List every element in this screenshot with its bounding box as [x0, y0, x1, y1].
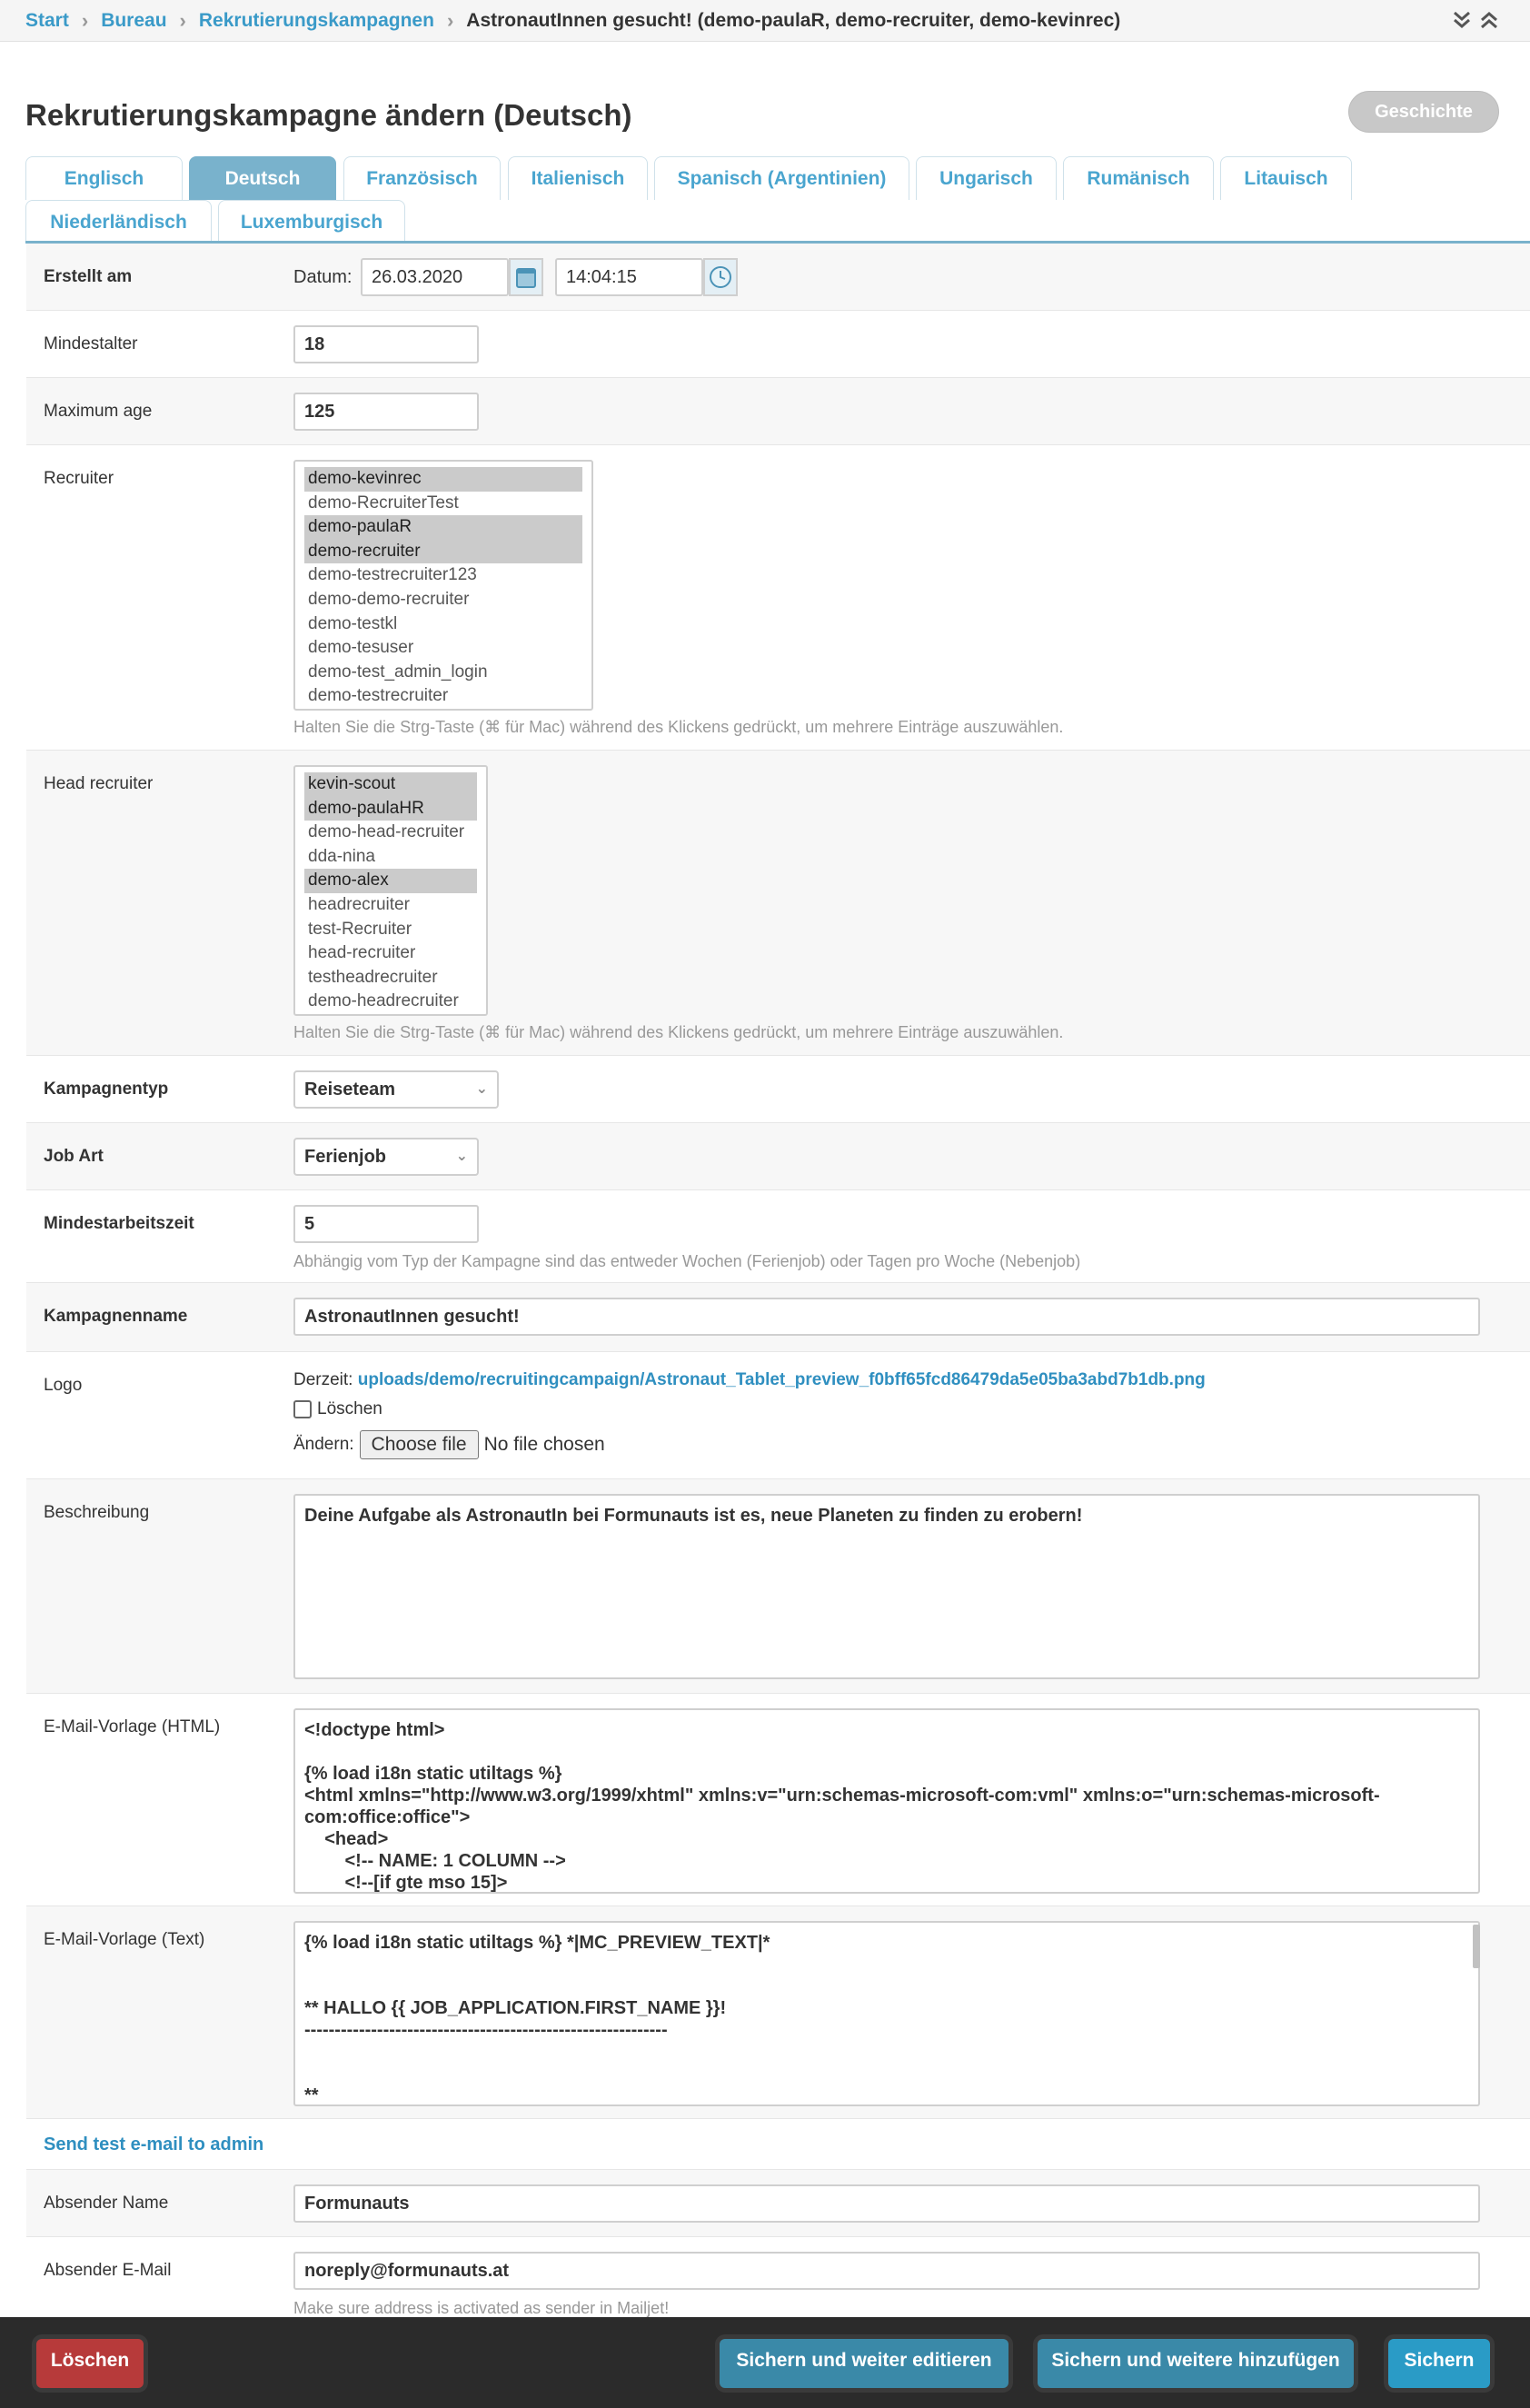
row-send-test	[26, 2119, 1530, 2170]
min-age-label: Mindestalter	[44, 334, 138, 353]
calendar-icon[interactable]	[509, 258, 543, 296]
collapse-all-icon[interactable]	[1479, 7, 1499, 39]
choose-file-button[interactable]: Choose file	[360, 1430, 479, 1459]
time-input[interactable]: 14:04:15	[555, 258, 703, 296]
row-logo	[26, 1352, 1530, 1479]
tab-niederlaendisch[interactable]: Niederländisch	[25, 200, 212, 244]
breadcrumb-separator-icon: ›	[179, 8, 186, 32]
min-work-help: Abhängig vom Typ der Kampagne sind das entweder Wochen (Ferienjob) oder Tagen pro Woche (Nebenjob)	[293, 1252, 1081, 1270]
save-add-another-button[interactable]: Sichern und weitere hinzufügen	[1038, 2339, 1354, 2388]
job-type-select[interactable]	[293, 1138, 479, 1176]
sender-email-label: Absender E-Mail	[44, 2261, 172, 2280]
breadcrumb	[0, 0, 1530, 42]
job-type-value: Ferienjob	[304, 1147, 387, 1167]
send-test-email-link[interactable]: Send test e-mail to admin	[44, 2134, 264, 2154]
logo-clear-checkbox[interactable]	[293, 1400, 312, 1418]
list-item[interactable]: demo-recruiter	[304, 540, 582, 564]
recruiter-multiselect[interactable]	[293, 460, 593, 711]
list-item[interactable]: testheadrecruiter	[308, 967, 438, 987]
list-item[interactable]: demo-test_admin_login	[308, 662, 488, 682]
row-campaign-type	[26, 1056, 1530, 1123]
logo-clear-label: Löschen	[317, 1399, 382, 1418]
list-item[interactable]: demo-paulaR	[304, 515, 582, 540]
sender-email-help: Make sure address is activated as sender in Mailjet!	[293, 2299, 670, 2317]
row-campaign-name	[26, 1283, 1530, 1352]
email-html-label: E-Mail-Vorlage (HTML)	[44, 1717, 221, 1736]
logo-current-file-link[interactable]: uploads/demo/recruitingcampaign/Astronaut_Tablet_preview_f0bff65fcd86479da5e05ba3abd7b1db.png	[357, 1370, 1206, 1389]
list-item[interactable]: demo-RecruiterTest	[308, 493, 459, 512]
list-item[interactable]: headrecruiter	[308, 894, 410, 914]
recruiter-help: Halten Sie die Strg-Taste (⌘ für Mac) während des Klickens gedrückt, um mehrere Einträge auszuwählen.	[293, 718, 1064, 736]
head-recruiter-multiselect[interactable]	[293, 765, 488, 1016]
logo-current-label: Derzeit:	[293, 1370, 353, 1389]
list-item[interactable]: test-Recruiter	[308, 919, 412, 939]
breadcrumb-campaigns[interactable]: Rekrutierungskampagnen	[198, 9, 434, 31]
breadcrumb-start[interactable]: Start	[25, 9, 69, 31]
row-description	[26, 1479, 1530, 1694]
job-type-label: Job Art	[44, 1147, 104, 1166]
min-work-input[interactable]: 5	[293, 1205, 479, 1243]
head-recruiter-help: Halten Sie die Strg-Taste (⌘ für Mac) während des Klickens gedrückt, um mehrere Einträge auszuwählen.	[293, 1023, 1064, 1041]
list-item[interactable]: demo-demo-recruiter	[308, 589, 470, 609]
list-item[interactable]: demo-tesuser	[308, 638, 414, 658]
tab-deutsch[interactable]: Deutsch	[189, 156, 336, 200]
campaign-name-input[interactable]: AstronautInnen gesucht!	[293, 1298, 1480, 1336]
breadcrumb-separator-icon: ›	[81, 8, 89, 32]
email-text-scrollbar[interactable]	[1473, 1925, 1480, 1968]
row-email-html	[26, 1694, 1530, 1906]
tab-italienisch[interactable]: Italienisch	[508, 156, 648, 200]
chevron-down-icon: ⌄	[475, 1081, 488, 1097]
submit-row	[0, 2317, 1530, 2408]
list-item[interactable]: demo-headrecruiter	[308, 991, 459, 1011]
list-item[interactable]: demo-testrecruiter	[308, 686, 449, 706]
email-html-textarea[interactable]: <!doctype html> {% load i18n static utiltags %} <html xmlns="http://www.w3.org/1999/xhtml" xmlns:v="urn:schemas-microsoft-com:vml" xmlns:o="urn:schemas-microsoft-com:office:office"> <head> <!-- NAME: 1 COLUMN --> <!--[if gte mso 15]>	[293, 1708, 1480, 1894]
delete-button[interactable]: Löschen	[36, 2339, 144, 2388]
date-label: Datum:	[293, 267, 353, 287]
email-text-textarea[interactable]: {% load i18n static utiltags %} *|MC_PREVIEW_TEXT|* ** HALLO {{ JOB_APPLICATION.FIRST_NAME }}! ------------------------------------------------------------ **	[293, 1921, 1480, 2106]
expand-all-icon[interactable]	[1452, 7, 1472, 39]
row-job-type	[26, 1123, 1530, 1190]
save-continue-button[interactable]: Sichern und weiter editieren	[720, 2339, 1008, 2388]
sender-email-input[interactable]: noreply@formunauts.at	[293, 2252, 1480, 2290]
list-item[interactable]: demo-testkl	[308, 613, 398, 633]
tab-luxemburgisch[interactable]: Luxemburgisch	[218, 200, 405, 244]
logo-label: Logo	[44, 1376, 83, 1395]
tab-franzoesisch[interactable]: Französisch	[343, 156, 501, 200]
list-item[interactable]: demo-testrecruiter123	[308, 565, 477, 585]
head-recruiter-label: Head recruiter	[44, 774, 154, 793]
date-input[interactable]: 26.03.2020	[361, 258, 509, 296]
description-textarea[interactable]: Deine Aufgabe als AstronautIn bei Formunauts ist es, neue Planeten zu finden zu erobern!	[293, 1494, 1480, 1679]
tab-spanisch[interactable]: Spanisch (Argentinien)	[654, 156, 909, 200]
row-max-age	[26, 378, 1530, 445]
row-created	[26, 244, 1530, 311]
campaign-type-label: Kampagnentyp	[44, 1080, 169, 1099]
breadcrumb-current: AstronautInnen gesucht! (demo-paulaR, demo-recruiter, demo-kevinrec)	[466, 9, 1121, 31]
row-recruiter	[26, 445, 1530, 751]
no-file-text: No file chosen	[483, 1434, 605, 1455]
min-age-input[interactable]: 18	[293, 325, 479, 363]
list-item[interactable]: demo-paulaHR	[304, 797, 477, 821]
tab-rumaenisch[interactable]: Rumänisch	[1063, 156, 1214, 200]
list-item[interactable]: demo-kevinrec	[304, 467, 582, 492]
email-text-label: E-Mail-Vorlage (Text)	[44, 1930, 205, 1949]
campaign-name-label: Kampagnenname	[44, 1307, 188, 1326]
list-item[interactable]: head-recruiter	[308, 943, 416, 963]
max-age-input[interactable]: 125	[293, 393, 479, 431]
chevron-down-icon: ⌄	[455, 1149, 468, 1164]
row-min-age	[26, 311, 1530, 378]
recruiter-label: Recruiter	[44, 469, 114, 488]
max-age-label: Maximum age	[44, 402, 153, 421]
description-label: Beschreibung	[44, 1503, 150, 1522]
breadcrumb-bureau[interactable]: Bureau	[101, 9, 167, 31]
campaign-type-select[interactable]	[293, 1070, 499, 1109]
sender-name-input[interactable]: Formunauts	[293, 2184, 1480, 2223]
clock-icon[interactable]	[703, 258, 738, 296]
list-item[interactable]: demo-alex	[304, 869, 477, 893]
tab-englisch[interactable]: Englisch	[25, 156, 183, 200]
row-sender-name	[26, 2170, 1530, 2237]
min-work-label: Mindestarbeitszeit	[44, 1214, 194, 1233]
row-email-text	[26, 1906, 1530, 2119]
campaign-type-value: Reiseteam	[304, 1080, 396, 1100]
row-min-work	[26, 1190, 1530, 1283]
row-head-recruiter	[26, 751, 1530, 1056]
list-item[interactable]: kevin-scout	[304, 772, 477, 797]
save-button[interactable]: Sichern	[1388, 2339, 1490, 2388]
tab-ungarisch[interactable]: Ungarisch	[916, 156, 1057, 200]
logo-change-label: Ändern:	[293, 1435, 354, 1454]
list-item[interactable]: demo-head-recruiter	[308, 822, 465, 842]
history-button[interactable]: Geschichte	[1348, 91, 1499, 133]
row-sender-email	[26, 2237, 1530, 2328]
page-title: Rekrutierungskampagne ändern (Deutsch)	[25, 98, 632, 132]
list-item[interactable]: dda-nina	[308, 846, 375, 866]
sender-name-label: Absender Name	[44, 2194, 169, 2213]
breadcrumb-separator-icon: ›	[446, 8, 454, 32]
created-label: Erstellt am	[44, 267, 133, 286]
tab-litauisch[interactable]: Litauisch	[1220, 156, 1352, 200]
